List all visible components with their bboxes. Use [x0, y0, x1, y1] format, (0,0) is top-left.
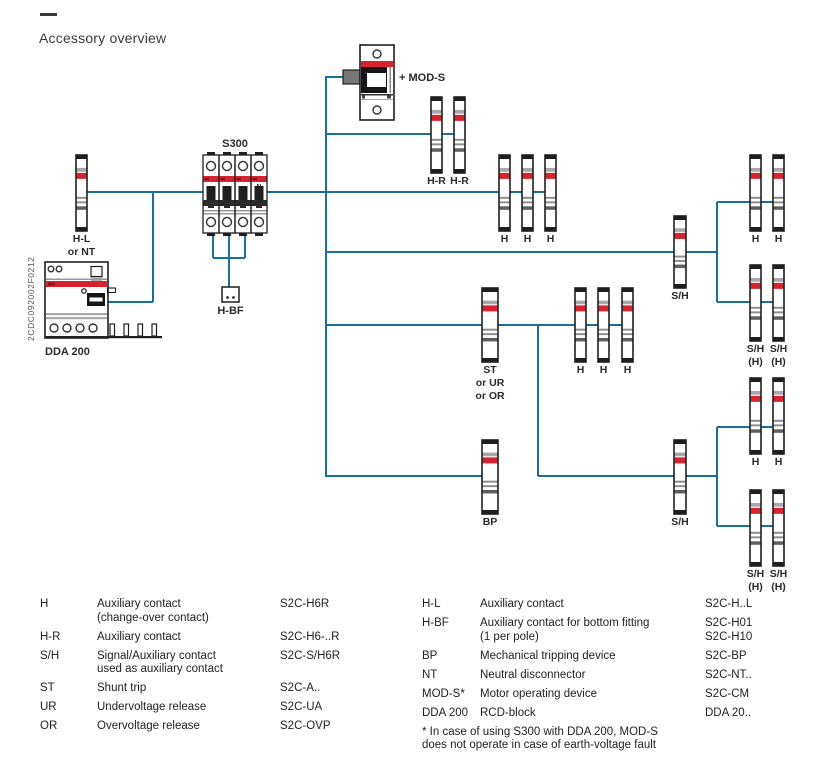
strip-band	[499, 197, 510, 199]
strip-band	[482, 333, 498, 335]
legend-row	[422, 650, 808, 664]
s300-toggle	[239, 186, 248, 200]
strip-band	[622, 338, 633, 342]
dda-comb-base	[45, 336, 162, 338]
legend-row	[422, 669, 808, 683]
dda-thin-line	[46, 279, 107, 281]
strip-band	[76, 206, 87, 210]
strip-band	[750, 541, 761, 545]
mods-divider-tab	[387, 96, 391, 99]
strip-band	[522, 197, 533, 199]
strip-label: H	[623, 364, 632, 376]
mods-red-band	[361, 61, 393, 67]
accessory-strip-body	[773, 265, 784, 341]
strip-band	[773, 316, 784, 320]
strip-band	[622, 333, 633, 335]
legend-description	[97, 682, 280, 696]
legend-row	[422, 598, 808, 612]
s300-crossbar-tab	[224, 206, 230, 208]
strip-band	[674, 228, 686, 232]
strip-band	[674, 453, 686, 457]
legend-description-line: Undervoltage release	[97, 701, 207, 713]
legend-code-line: S2C-H6-..R	[280, 630, 340, 643]
strip-band	[545, 173, 556, 179]
accessory-strip-body	[750, 265, 761, 341]
strip-band	[674, 265, 686, 269]
legend-code-line: S2C-CM	[705, 687, 750, 700]
strip-band	[482, 338, 498, 342]
strip-band	[750, 278, 761, 282]
strip-band	[76, 173, 87, 179]
strip-band	[545, 201, 556, 203]
strip-band	[431, 143, 442, 145]
strip-band	[454, 148, 465, 152]
strip-label: (H)	[771, 356, 786, 368]
legend-term: H-R	[40, 630, 61, 643]
strip-band	[454, 115, 465, 121]
dda-red-band	[46, 281, 107, 287]
strip-label: or UR	[475, 377, 505, 389]
legend-footnote-line: * In case of using S300 with DDA 200, MOD-S	[422, 725, 658, 738]
dda-comb-pin	[124, 324, 129, 336]
legend-description-line: Auxiliary contact	[97, 630, 181, 643]
strip-band	[674, 260, 686, 262]
strip-band	[773, 503, 784, 507]
strip-band	[674, 457, 686, 463]
strip-band	[674, 490, 686, 494]
legend-description-line: Motor operating device	[480, 687, 597, 700]
strip-band	[750, 424, 761, 426]
strip-label: or NT	[67, 246, 96, 258]
legend-description-line: used as auxiliary contact	[97, 663, 223, 675]
s300-band-mark	[221, 178, 225, 180]
strip-band	[750, 391, 761, 395]
strip-band	[750, 311, 761, 313]
strip-label: H	[751, 233, 760, 245]
strip-band	[575, 305, 586, 311]
strip-band	[545, 206, 556, 210]
strip-label: H	[546, 233, 555, 245]
strip-band	[750, 508, 761, 514]
legend-term: DDA 200	[422, 706, 469, 719]
accessory-strip-body	[76, 155, 87, 231]
strip-label: H	[500, 233, 509, 245]
legend-description-line: Shunt trip	[97, 682, 147, 694]
hbf-body	[222, 287, 239, 302]
legend-row	[40, 631, 412, 645]
strip-band	[674, 481, 686, 483]
strip-band	[750, 197, 761, 199]
mods-label: + MOD-S	[399, 72, 446, 84]
accessory-strip-body	[750, 378, 761, 454]
legend-description	[97, 598, 280, 625]
strip-band	[482, 305, 498, 311]
strip-band	[545, 168, 556, 172]
strip-label: H-R	[450, 175, 469, 187]
strip-band	[482, 485, 498, 487]
hbf-dot	[226, 296, 229, 299]
accessory-strip-body	[545, 155, 556, 231]
accessory-strip-body	[773, 155, 784, 231]
hbf-label: H-BF	[217, 305, 244, 317]
strip-label: H-L	[72, 233, 91, 245]
strip-band	[431, 148, 442, 152]
dda-band-mark	[48, 283, 55, 286]
strip-band	[499, 201, 510, 203]
strip-label: (H)	[748, 356, 763, 368]
strip-band	[773, 396, 784, 402]
legend-term: S/H	[40, 649, 60, 662]
legend-footnote	[422, 726, 808, 753]
dda-gray-band	[46, 313, 107, 315]
dda-gray-band	[46, 317, 107, 319]
strip-label: S/H	[746, 343, 765, 355]
strip-band	[454, 110, 465, 114]
image-id: 2CDC092002F0212	[26, 256, 36, 341]
legend-code-line: S2C-H10	[705, 630, 753, 643]
dda-toggle-stripe	[90, 298, 103, 302]
legend-code-line: S2C-A..	[280, 682, 321, 694]
accessory-strip-body	[773, 490, 784, 566]
strip-band	[545, 197, 556, 199]
mods-divider	[361, 94, 393, 96]
legend-description-line: RCD-block	[480, 706, 536, 719]
legend-term: H-L	[422, 598, 441, 610]
strip-band	[750, 316, 761, 320]
strip-label: S/H	[746, 568, 765, 580]
s300-crossbar-tab	[208, 206, 214, 208]
strip-band	[773, 391, 784, 395]
strip-band	[482, 301, 498, 305]
strip-band	[750, 503, 761, 507]
legend-description	[480, 617, 705, 644]
legend-description	[97, 631, 280, 645]
dda-comb-pin	[138, 324, 143, 336]
strip-label: H	[751, 456, 760, 468]
legend-code	[705, 650, 747, 664]
legend-description-line: Auxiliary contact	[97, 598, 181, 610]
accessory-strip-body	[499, 155, 510, 231]
legend-code	[280, 650, 340, 677]
legend-row	[40, 650, 412, 677]
s300-band-mark	[253, 178, 257, 180]
accessory-strip-body	[522, 155, 533, 231]
legend-code	[280, 598, 329, 625]
dda-comb-pin	[152, 324, 157, 336]
strip-band	[773, 508, 784, 514]
accessory-strip-body	[674, 440, 686, 514]
legend-code-line: S2C-UA	[280, 701, 323, 713]
dda-label: DDA 200	[45, 346, 90, 358]
legend-code-line: S2C-H01	[705, 617, 753, 629]
strip-band	[454, 143, 465, 145]
strip-band	[575, 329, 586, 331]
legend-code	[280, 682, 320, 696]
page-title: Accessory overview	[39, 30, 167, 46]
legend-column-right	[422, 598, 808, 753]
legend-row	[40, 682, 412, 696]
strip-band	[622, 301, 633, 305]
strip-band	[598, 329, 609, 331]
strip-band	[750, 283, 761, 289]
legend-code-line: S2C-S/H6R	[280, 649, 341, 662]
legend-code-line: S2C-BP	[705, 649, 747, 662]
strip-band	[750, 420, 761, 422]
s300-crossbar-tab	[240, 206, 246, 208]
legend-description	[480, 650, 705, 664]
s300-band-mark	[205, 178, 209, 180]
legend-term: H-BF	[422, 617, 449, 629]
legend-code	[705, 669, 752, 683]
strip-label: (H)	[748, 581, 763, 593]
strip-band	[750, 201, 761, 203]
strip-band	[773, 429, 784, 433]
legend-row	[422, 617, 808, 644]
strip-band	[431, 110, 442, 114]
legend-code	[705, 707, 751, 721]
strip-band	[522, 168, 533, 172]
strip-label: S/H	[769, 343, 788, 355]
strip-band	[773, 206, 784, 210]
accessory-strip-body	[482, 288, 498, 362]
strip-band	[76, 197, 87, 199]
strip-band	[674, 233, 686, 239]
dda-comb-pin	[110, 324, 115, 336]
legend-description	[480, 707, 705, 721]
accessory-strip-body	[750, 490, 761, 566]
legend-row	[422, 688, 808, 702]
legend-description-line: Auxiliary contact	[480, 598, 564, 610]
legend-description-line: Overvoltage release	[97, 720, 200, 732]
strip-band	[773, 311, 784, 313]
legend-term: NT	[422, 668, 438, 681]
strip-band	[482, 490, 498, 494]
legend-term: H	[40, 598, 49, 610]
mods-window	[367, 73, 386, 87]
strip-label: S/H	[671, 516, 689, 528]
strip-band	[76, 201, 87, 203]
strip-band	[773, 283, 784, 289]
s300-band-mark	[237, 178, 241, 180]
legend-code-line: S2C-H6R	[280, 598, 330, 610]
strip-label: BP	[482, 516, 498, 528]
strip-band	[674, 485, 686, 487]
accessory-strip-body	[622, 288, 633, 362]
mods-knob	[343, 70, 360, 84]
strip-band	[622, 305, 633, 311]
s300-crossbar-tab	[256, 206, 262, 208]
strip-band	[598, 305, 609, 311]
strip-band	[750, 536, 761, 538]
legend-description	[97, 650, 280, 677]
strip-band	[482, 453, 498, 457]
legend-code	[280, 631, 339, 645]
strip-band	[499, 206, 510, 210]
strip-label: H	[774, 456, 783, 468]
legend-description	[480, 669, 705, 683]
strip-label: H	[599, 364, 608, 376]
legend-description	[480, 688, 705, 702]
strip-band	[431, 115, 442, 121]
strip-band	[482, 329, 498, 331]
legend-row	[422, 707, 808, 721]
strip-band	[773, 173, 784, 179]
strip-band	[522, 206, 533, 210]
accessory-strip-body	[773, 378, 784, 454]
strip-band	[773, 201, 784, 203]
mods-rod	[390, 67, 392, 93]
accessory-strip-body	[482, 440, 498, 514]
accessory-strip-body	[575, 288, 586, 362]
legend-description-line: (1 per pole)	[480, 630, 539, 643]
strip-band	[750, 532, 761, 534]
legend-row	[40, 720, 412, 734]
strip-band	[598, 333, 609, 335]
strip-band	[622, 329, 633, 331]
strip-label: ST	[483, 364, 497, 376]
legend-description-line: Mechanical tripping device	[480, 649, 616, 662]
strip-band	[750, 173, 761, 179]
strip-label: (H)	[771, 581, 786, 593]
strip-band	[575, 333, 586, 335]
strip-band	[431, 139, 442, 141]
accessory-strip-body	[598, 288, 609, 362]
legend-term: BP	[422, 649, 438, 662]
mods-divider-tab	[362, 96, 365, 99]
legend-term: OR	[40, 720, 58, 732]
mods-thin-line	[361, 99, 393, 100]
legend-description	[97, 720, 280, 734]
s300-label: S300	[222, 138, 248, 150]
strip-label: H	[576, 364, 585, 376]
strip-band	[482, 457, 498, 463]
strip-band	[598, 301, 609, 305]
s300-toggle	[223, 186, 232, 200]
legend-term: UR	[40, 701, 57, 713]
strip-band	[575, 301, 586, 305]
legend-row	[40, 701, 412, 715]
strip-label: S/H	[671, 290, 689, 302]
strip-band	[750, 307, 761, 309]
legend-description	[97, 701, 280, 715]
legend-code-line: S2C-NT..	[705, 668, 752, 681]
legend-code	[705, 617, 752, 644]
strip-band	[482, 481, 498, 483]
s300-toggle	[207, 186, 216, 200]
strip-band	[773, 424, 784, 426]
legend-code-line: S2C-OVP	[280, 720, 331, 732]
strip-band	[522, 201, 533, 203]
hbf-dot	[232, 296, 235, 299]
strip-label: H	[774, 233, 783, 245]
strip-band	[773, 536, 784, 538]
strip-band	[773, 168, 784, 172]
legend-column-left	[40, 598, 412, 739]
strip-band	[750, 396, 761, 402]
legend-term: ST	[40, 682, 55, 694]
legend-code	[280, 720, 331, 734]
strip-label: S/H	[769, 568, 788, 580]
strip-label: H	[523, 233, 532, 245]
legend-description-line: (change-over contact)	[97, 611, 209, 624]
strip-band	[674, 256, 686, 258]
dda-square	[91, 267, 102, 277]
legend-code	[280, 701, 322, 715]
legend-term: MOD-S*	[422, 687, 465, 700]
legend-row	[40, 598, 412, 625]
legend-code	[705, 598, 752, 612]
legend-description-line: Auxiliary contact for bottom fitting	[480, 617, 650, 629]
accessory-strip-body	[674, 216, 686, 288]
strip-band	[499, 168, 510, 172]
strip-band	[773, 197, 784, 199]
strip-band	[773, 541, 784, 545]
strip-band	[522, 173, 533, 179]
strip-band	[598, 338, 609, 342]
strip-band	[750, 206, 761, 210]
legend-code-line: DDA 20..	[705, 706, 752, 719]
strip-band	[76, 168, 87, 172]
strip-band	[773, 307, 784, 309]
strip-band	[499, 173, 510, 179]
legend-code	[705, 688, 749, 702]
accessory-strip-body	[431, 97, 442, 173]
legend-description-line: Signal/Auxiliary contact	[97, 649, 216, 662]
strip-band	[575, 338, 586, 342]
strip-band	[773, 420, 784, 422]
legend-code-line: S2C-H..L	[705, 598, 753, 610]
s300-n-label: N	[256, 183, 262, 191]
legend-description	[480, 598, 705, 612]
legend-description-line: Neutral disconnector	[480, 668, 586, 681]
accessory-strip-body	[454, 97, 465, 173]
strip-label: or OR	[475, 390, 505, 402]
strip-band	[750, 168, 761, 172]
strip-label: H-R	[427, 175, 446, 187]
strip-band	[773, 532, 784, 534]
legend-footnote-line: does not operate in case of earth-voltage fault	[422, 739, 656, 751]
strip-band	[773, 278, 784, 282]
strip-band	[454, 139, 465, 141]
accessory-strip-body	[750, 155, 761, 231]
strip-band	[750, 429, 761, 433]
